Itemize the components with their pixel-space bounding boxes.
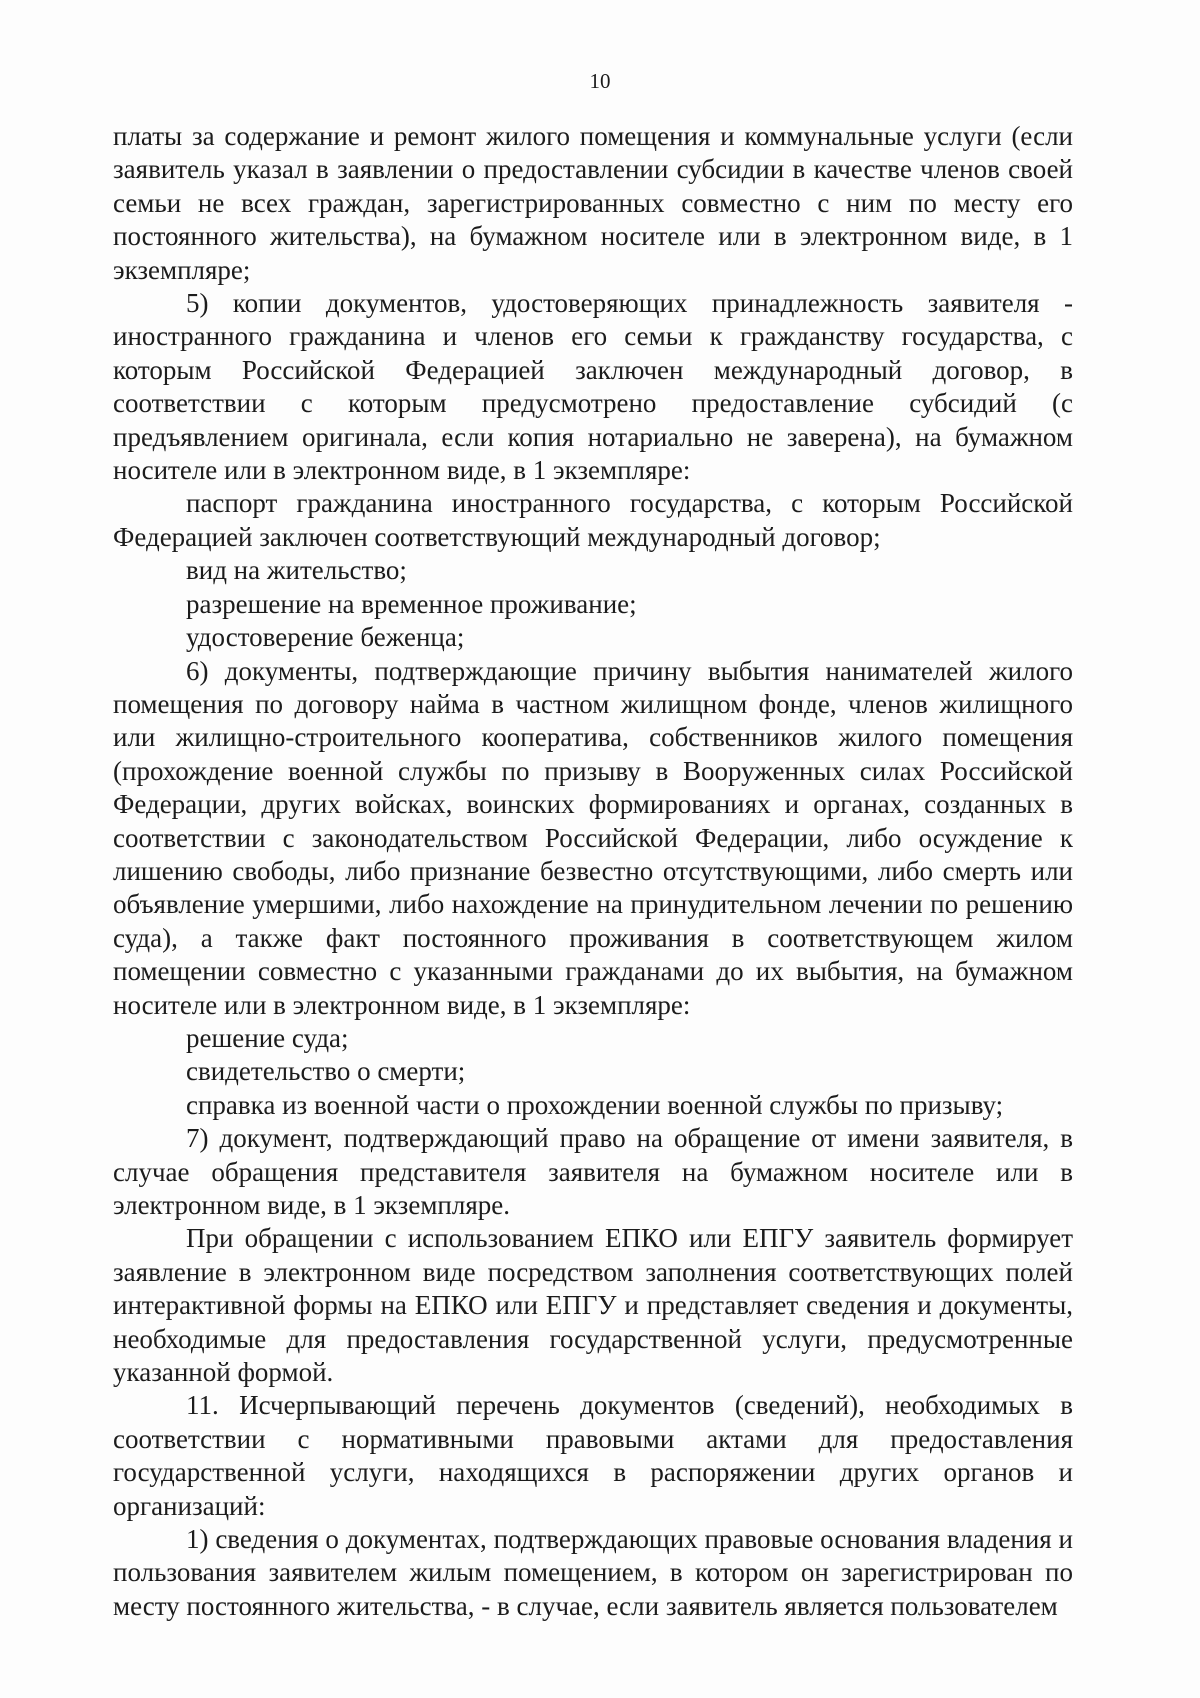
paragraph-electronic-submission: При обращении с использованием ЕПКО или ЕПГУ заявитель формирует заявление в электронном виде посредством заполнения соответствующих полей интерактивной формы на ЕПКО или ЕПГУ и представляет сведения и документы, необходимые для предоставления государственной услуги, предусмотренные указанной формой.	[113, 1223, 1073, 1388]
list-item: решение суда;	[186, 1022, 349, 1053]
list-item: свидетельство о смерти;	[186, 1056, 466, 1087]
paragraph-passport: паспорт гражданина иностранного государства, с которым Российской Федерацией заключен соответствующий международный договор;	[113, 488, 1073, 552]
document-body	[113, 120, 1073, 1623]
paragraph-item-6: 6) документы, подтверждающие причину выбытия нанимателей жилого помещения по договору найма в частном жилищном фонде, членов жилищного или жилищно-строительного кооператива, собственников жилого помещения (прохождение военной службы по призыву в Вооруженных силах Российской Федерации, других войсках, воинских формированиях и органах, созданных в соответствии с законодательством Российской Федерации, либо осуждение к лишению свободы, либо признание безвестно отсутствующими, либо смерть или объявление умершими, либо нахождение на принудительном лечении по решению суда), а также факт постоянного проживания в соответствующем жилом помещении совместно с указанными гражданами до их выбытия, на бумажном носителе или в электронном виде, в 1 экземпляре:	[113, 655, 1073, 1020]
paragraph-item-7: 7) документ, подтверждающий право на обращение от имени заявителя, в случае обращения представителя заявителя на бумажном носителе или в электронном виде, в 1 экземпляре.	[113, 1123, 1073, 1220]
page-number: 10	[589, 69, 611, 93]
paragraph-section-11: 11. Исчерпывающий перечень документов (сведений), необходимых в соответствии с нормативными правовыми актами для предоставления государственной услуги, находящихся в распоряжении других органов и организаций:	[113, 1390, 1073, 1521]
paragraph-continuation: платы за содержание и ремонт жилого помещения и коммунальные услуги (если заявитель указал в заявлении о предоставлении субсидии в качестве членов своей семьи не всех граждан, зарегистрированных совместно с ним по месту его постоянного жительства), на бумажном носителе или в электронном виде, в 1 экземпляре;	[113, 121, 1073, 285]
paragraph-item-5: 5) копии документов, удостоверяющих принадлежность заявителя - иностранного гражданина и членов его семьи к гражданству государства, с которым Российской Федерацией заключен международный договор, в соответствии с которым предусмотрено предоставление субсидий (с предъявлением оригинала, если копия нотариально не заверена), на бумажном носителе или в электронном виде, в 1 экземпляре:	[113, 288, 1073, 486]
list-item: вид на жительство;	[186, 555, 407, 586]
list-item: удостоверение беженца;	[186, 622, 465, 653]
list-item: разрешение на временное проживание;	[186, 588, 637, 619]
list-item: справка из военной части о прохождении военной службы по призыву;	[186, 1089, 1004, 1120]
paragraph-section-11-item-1: 1) сведения о документах, подтверждающих правовые основания владения и пользования заявителем жилым помещением, в котором он зарегистрирован по месту постоянного жительства, - в случае, если заявитель является пользователем	[113, 1524, 1073, 1621]
